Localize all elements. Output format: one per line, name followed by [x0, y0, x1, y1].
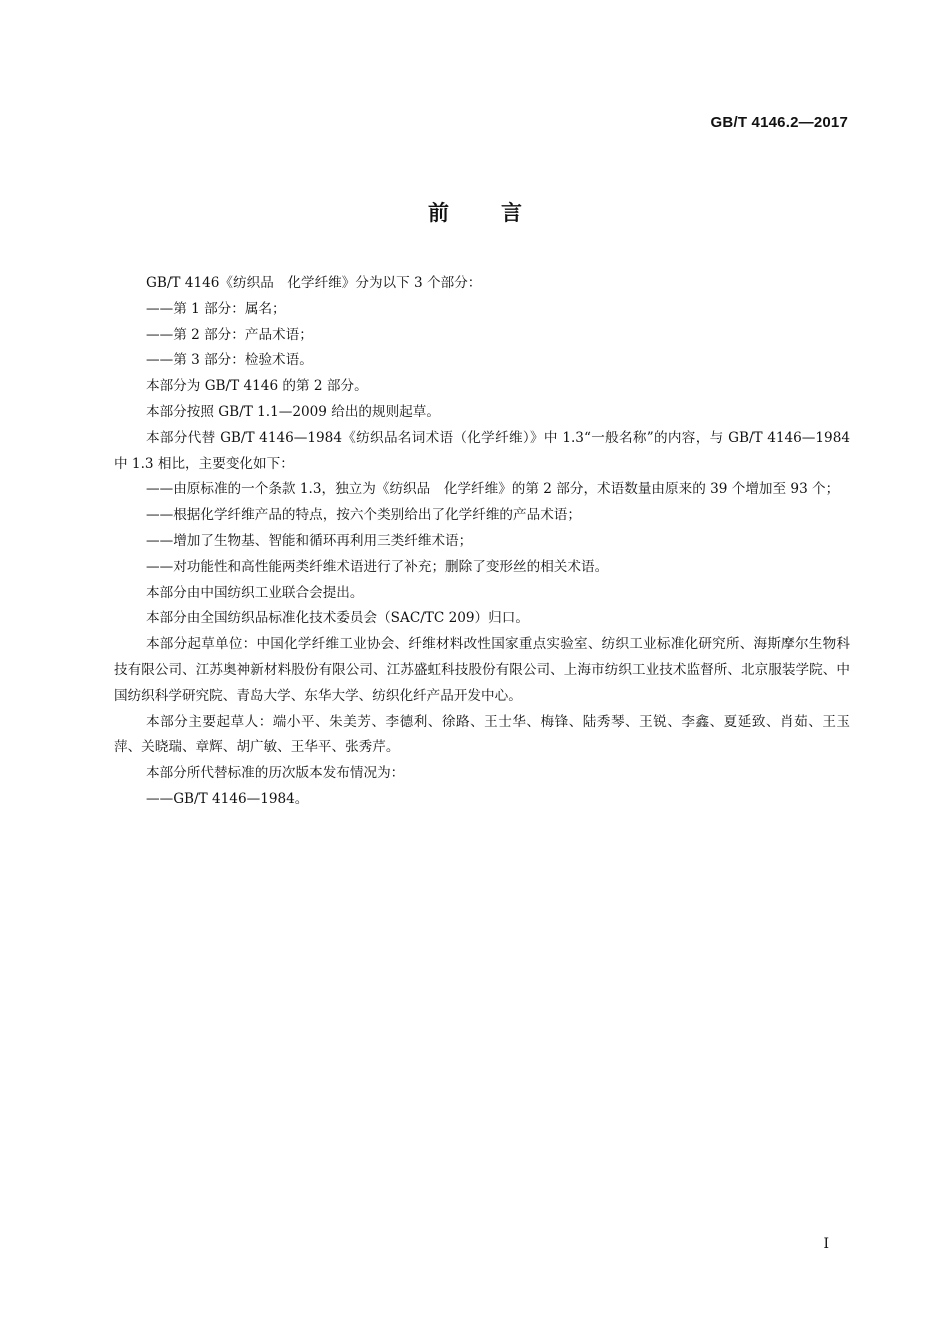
list-item-change-3: ——增加了生物基、智能和循环再利用三类纤维术语； [146, 532, 473, 549]
foreword-body [114, 271, 855, 813]
paragraph-replacement: 本部分代替 GB/T 4146—1984《纺织品名词术语（化学纤维）》中 1.3“一般名称”的内容，与 GB/T 4146—1984 中 1.3 相比，主要变化如下： [114, 429, 855, 472]
list-item-part-2: ——第 2 部分：产品术语； [146, 326, 313, 343]
paragraph-drafting-rules: 本部分按照 GB/T 1.1—2009 给出的规则起草。 [146, 403, 440, 420]
paragraph-part-statement: 本部分为 GB/T 4146 的第 2 部分。 [146, 378, 368, 395]
paragraph-drafters: 本部分主要起草人：端小平、朱美芳、李德利、徐路、王士华、梅锋、陆秀琴、王锐、李鑫、夏延致、肖茹、王玉萍、关晓瑞、章辉、胡广敏、王华平、张秀芹。 [114, 713, 850, 756]
list-item-part-1: ——第 1 部分：属名； [146, 300, 286, 317]
paragraph-parts-intro: GB/T 4146《纺织品 化学纤维》分为以下 3 个部分： [146, 275, 482, 291]
page-title: 前言 [428, 201, 574, 225]
paragraph-history-intro: 本部分所代替标准的历次版本发布情况为： [146, 765, 405, 782]
document-code: GB/T 4146.2—2017 [710, 114, 848, 131]
paragraph-committee: 本部分由全国纺织品标准化技术委员会（SAC/TC 209）归口。 [146, 610, 529, 627]
page-number: I [823, 1236, 829, 1252]
list-item-change-4: ——对功能性和高性能两类纤维术语进行了补充；删除了变形丝的相关术语。 [146, 558, 609, 575]
list-item-change-2: ——根据化学纤维产品的特点，按六个类别给出了化学纤维的产品术语； [146, 507, 581, 524]
paragraph-proposer: 本部分由中国纺织工业联合会提出。 [146, 584, 364, 601]
paragraph-drafting-units: 本部分起草单位：中国化学纤维工业协会、纤维材料改性国家重点实验室、纺织工业标准化研究所、海斯摩尔生物科技有限公司、江苏奥神新材料股份有限公司、江苏盛虹科技股份有限公司、上海市纺织工业技术监督所、北京服装学院、中国纺织科学研究院、青岛大学、东华大学、纺织化纤产品开发中心。 [114, 636, 850, 704]
list-item-part-3: ——第 3 部分：检验术语。 [146, 352, 313, 369]
list-item-change-1: ——由原标准的一个条款 1.3，独立为《纺织品 化学纤维》的第 2 部分，术语数量由原来的 39 个增加至 93 个； [146, 481, 840, 498]
list-item-history: ——GB/T 4146—1984。 [146, 790, 309, 807]
